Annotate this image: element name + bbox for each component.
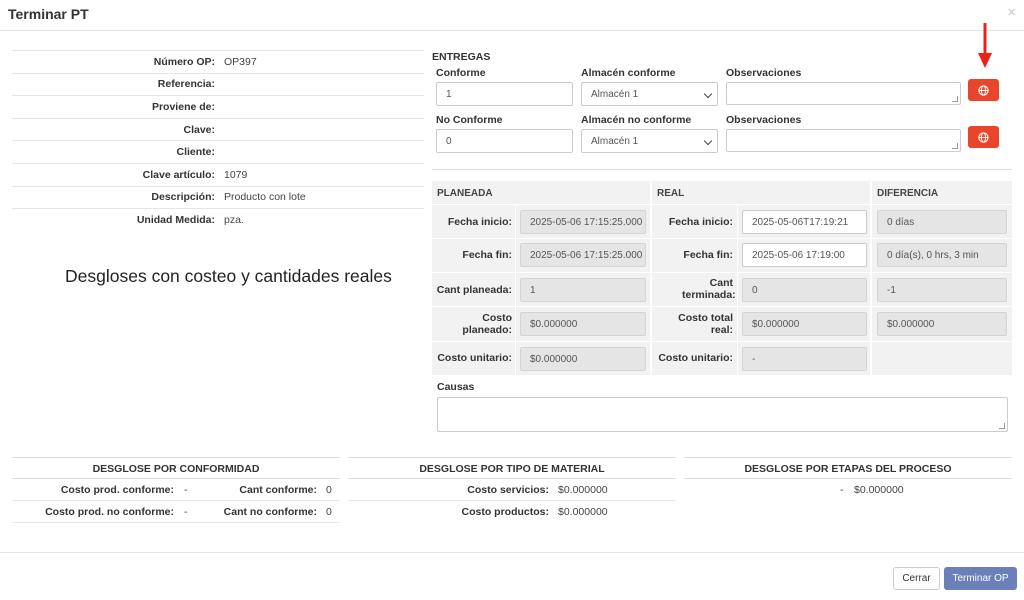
entregas-title: ENTREGAS <box>432 51 491 63</box>
real-costo-unitario-label: Costo unitario: <box>658 352 733 364</box>
info-label: Referencia: <box>157 78 215 91</box>
modal-title: Terminar PT <box>8 6 89 22</box>
plan-fecha-fin-label: Fecha fin: <box>462 249 512 261</box>
grid-line <box>432 238 1012 239</box>
dif-fin-input[interactable]: 0 día(s), 0 hrs, 3 min <box>877 243 1007 267</box>
info-label: Proviene de: <box>151 100 215 113</box>
almacen-no-conforme-label: Almacén no conforme <box>581 114 692 126</box>
plan-costo-unitario-label: Costo unitario: <box>437 352 512 364</box>
info-row <box>12 163 424 186</box>
list-item <box>684 479 1012 501</box>
etapas-dash: - <box>840 484 844 496</box>
plan-fecha-fin-input[interactable]: 2025-05-06 17:15:25.000 <box>520 243 646 267</box>
cant-terminada-label: Cant terminada: <box>682 277 736 301</box>
cerrar-button[interactable]: Cerrar <box>893 567 940 590</box>
costo-no-conforme-label: Costo prod. no conforme: <box>45 506 174 518</box>
col-separator <box>870 181 872 375</box>
costo-planeado-label: Costo planeado: <box>462 312 512 336</box>
plan-fecha-inicio-input[interactable]: 2025-05-06 17:15:25.000 <box>520 210 646 234</box>
info-label: Descripción: <box>151 191 215 204</box>
header-divider <box>0 30 1024 31</box>
cant-planeada-label: Cant planeada: <box>436 284 512 296</box>
info-row <box>12 208 424 231</box>
plan-cant-input[interactable]: 1 <box>520 278 646 302</box>
almacen-no-conforme-value: Almacén 1 <box>591 135 639 147</box>
info-row <box>12 186 424 209</box>
causas-label: Causas <box>437 381 475 393</box>
observaciones-label: Observaciones <box>726 67 802 79</box>
grid-line <box>432 341 1012 342</box>
close-icon[interactable]: × <box>1007 4 1016 21</box>
dif-inicio-input[interactable]: 0 días <box>877 210 1007 234</box>
comparison-grid <box>432 181 1012 375</box>
cant-no-conforme-label: Cant no conforme: <box>223 506 317 518</box>
terminar-op-button[interactable]: Terminar OP <box>944 567 1017 590</box>
costo-servicios-label: Costo servicios: <box>467 484 549 496</box>
globe-icon <box>978 85 989 96</box>
list-item <box>12 501 340 523</box>
desgloses-note: Desgloses con costeo y cantidades reales <box>65 266 392 286</box>
arrow-down-icon <box>978 23 992 69</box>
cant-conforme-label: Cant conforme: <box>239 484 317 496</box>
real-costo-input[interactable]: $0.000000 <box>742 312 867 336</box>
desglose-conformidad-title: DESGLOSE POR CONFORMIDAD <box>12 457 340 479</box>
costo-servicios-value: $0.000000 <box>558 484 608 496</box>
grid-line <box>432 272 1012 273</box>
plan-fecha-inicio-label: Fecha inicio: <box>447 216 512 228</box>
col-separator <box>650 181 652 375</box>
real-fecha-fin-input[interactable]: 2025-05-06 17:19:00 <box>742 243 867 267</box>
real-fecha-inicio-label: Fecha inicio: <box>668 216 733 228</box>
dif-cant-input[interactable]: -1 <box>877 278 1007 302</box>
almacen-conforme-value: Almacén 1 <box>591 88 639 100</box>
desglose-material <box>348 457 676 523</box>
info-row <box>12 118 424 141</box>
costo-productos-value: $0.000000 <box>558 506 608 518</box>
planeada-header: PLANEADA <box>437 188 493 199</box>
diferencia-header: DIFERENCIA <box>877 188 939 199</box>
desglose-conformidad <box>12 457 340 523</box>
costo-productos-label: Costo productos: <box>461 506 549 518</box>
info-row <box>12 95 424 118</box>
info-label: Clave: <box>183 123 215 136</box>
real-fecha-fin-label: Fecha fin: <box>683 249 733 261</box>
real-fecha-inicio-input[interactable]: 2025-05-06T17:19:21 <box>742 210 867 234</box>
conforme-input[interactable]: 1 <box>436 82 573 106</box>
info-row <box>12 73 424 96</box>
info-value: Producto con lote <box>224 191 306 204</box>
section-divider <box>432 169 1012 170</box>
plan-costo-unitario-input[interactable]: $0.000000 <box>520 347 646 371</box>
info-row <box>12 50 424 73</box>
real-header: REAL <box>657 188 685 199</box>
real-costo-unitario-input[interactable]: - <box>742 347 867 371</box>
grid-line <box>432 306 1012 307</box>
observaciones-label-2: Observaciones <box>726 114 802 126</box>
info-label: Número OP: <box>153 55 215 68</box>
observaciones-textarea-2[interactable] <box>726 129 961 152</box>
almacen-conforme-label: Almacén conforme <box>581 67 676 79</box>
info-value: 1079 <box>224 168 248 181</box>
globe-button-2[interactable] <box>968 126 999 148</box>
almacen-conforme-select[interactable] <box>581 82 718 106</box>
info-label: Cliente: <box>176 146 215 159</box>
plan-costo-input[interactable]: $0.000000 <box>520 312 646 336</box>
footer-divider <box>0 552 1024 553</box>
info-value: pza. <box>224 213 244 226</box>
almacen-no-conforme-select[interactable] <box>581 129 718 153</box>
list-item <box>12 479 340 501</box>
op-info-table <box>12 50 424 231</box>
info-value: OP397 <box>224 55 257 68</box>
cant-conforme-value: 0 <box>326 484 332 496</box>
costo-no-conforme-value: - <box>184 506 188 518</box>
costo-conforme-value: - <box>184 484 188 496</box>
info-row <box>12 140 424 163</box>
desglose-material-title: DESGLOSE POR TIPO DE MATERIAL <box>348 457 676 479</box>
no-conforme-label: No Conforme <box>436 114 503 126</box>
cant-no-conforme-value: 0 <box>326 506 332 518</box>
observaciones-textarea[interactable] <box>726 82 961 105</box>
grid-line <box>737 204 738 375</box>
info-label: Unidad Medida: <box>136 213 215 226</box>
causas-textarea[interactable] <box>437 397 1008 432</box>
desglose-etapas-title: DESGLOSE POR ETAPAS DEL PROCESO <box>684 457 1012 479</box>
real-cant-input[interactable]: 0 <box>742 278 867 302</box>
info-label: Clave artículo: <box>142 168 215 181</box>
grid-line <box>432 204 1012 205</box>
dif-costo-input[interactable]: $0.000000 <box>877 312 1007 336</box>
list-item <box>348 501 676 523</box>
costo-total-real-label: Costo total real: <box>678 312 733 336</box>
etapas-value: $0.000000 <box>854 484 904 496</box>
no-conforme-input[interactable]: 0 <box>436 129 573 153</box>
desglose-etapas <box>684 457 1012 501</box>
grid-line <box>515 204 516 375</box>
globe-icon <box>978 132 989 143</box>
costo-conforme-label: Costo prod. conforme: <box>60 484 174 496</box>
globe-button[interactable] <box>968 79 999 101</box>
conforme-label: Conforme <box>436 67 486 79</box>
list-item <box>348 479 676 501</box>
